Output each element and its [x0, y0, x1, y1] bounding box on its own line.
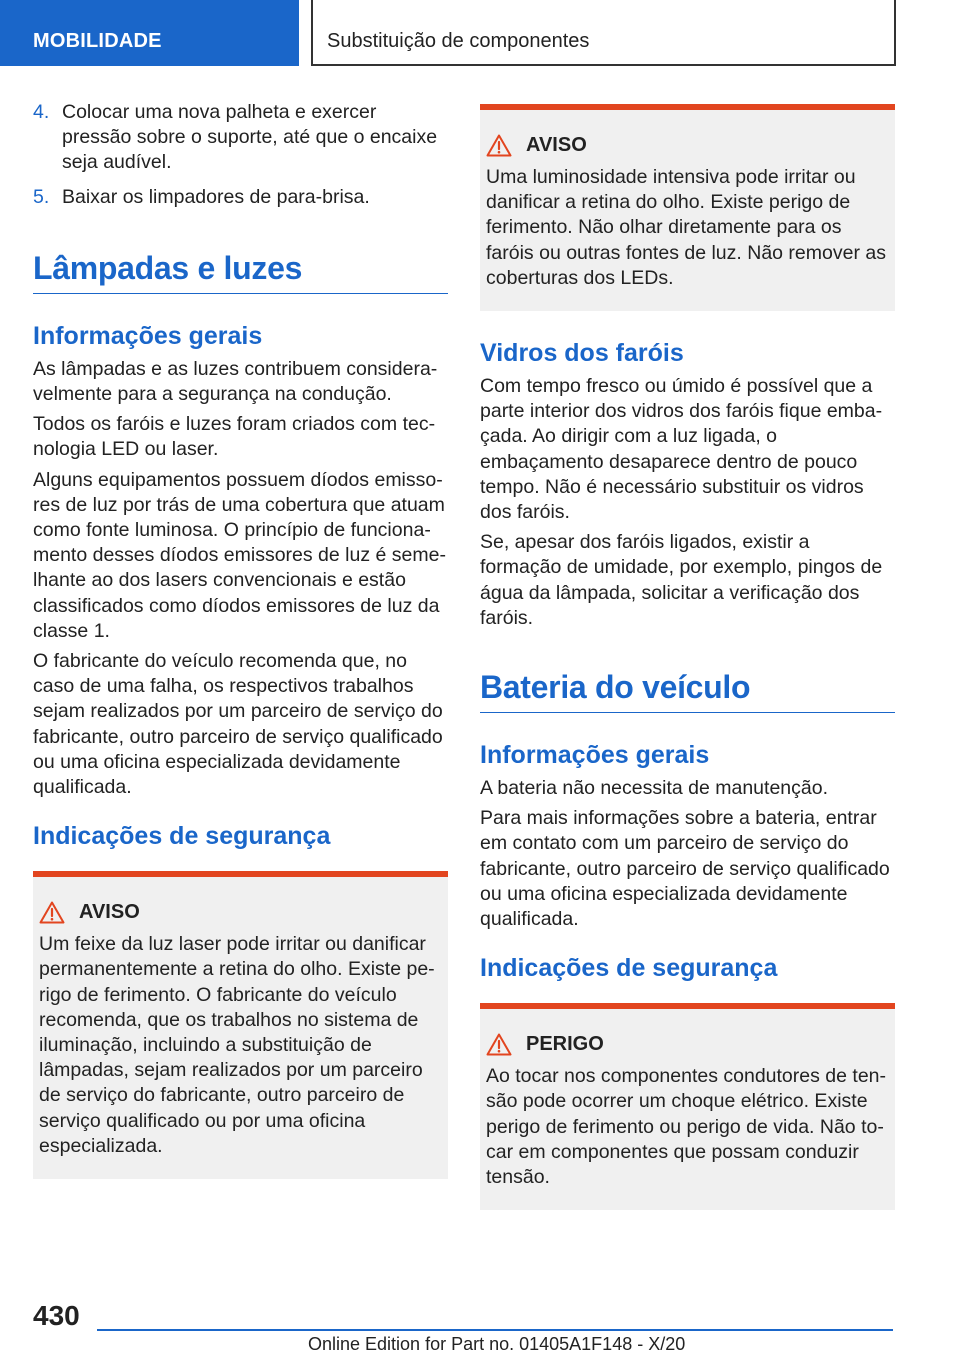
page-header [0, 0, 960, 66]
warning-triangle-icon [39, 901, 65, 924]
step-text: Colocar uma nova palheta e exercer pressão sobre o suporte, até que o encaixe seja audível. [62, 101, 438, 174]
page-number: 430 [33, 1300, 80, 1331]
warning-text: Uma luminosidade intensiva pode irritar ou danificar a retina do olho. Existe perigo de ferimento. Não olhar diretamente para os faróis ou outras fontes de luz. Não remover as coberturas dos LEDs. [486, 166, 886, 289]
footer-divider [97, 1329, 893, 1331]
step-list [33, 100, 448, 210]
paragraph: O fabricante do veículo recomenda que, no caso de uma falha, os respectivos trabalhos sejam realizados por um parceiro de serviço do fabricante, outro parceiro de serviço qualificado ou uma oficina especializada devidamente qualificada. [33, 650, 443, 799]
danger-box [480, 1003, 895, 1210]
paragraph: Se, apesar dos faróis ligados, existir a formação de umidade, por exemplo, pingos de água da lâmpada, solicitar a verificação dos faróis. [480, 531, 883, 629]
edition-note: Online Edition for Part no. 01405A1F148 - X/20 [308, 1334, 686, 1354]
paragraph: Com tempo fresco ou úmido é possível que a parte interior dos vidros dos faróis fique embaçada. Ao dirigir com a luz ligada, o embaçamento desaparece dentro de pouco tempo. Não é necessário substituir os vidros dos faróis. [480, 375, 883, 524]
warning-box [480, 104, 895, 311]
subheading-headlight-glass: Vidros dos faróis [480, 339, 684, 368]
paragraph: Todos os faróis e luzes foram criados com tecnologia LED ou laser. [33, 413, 436, 461]
chapter-label: Substituição de componentes [327, 30, 590, 52]
warning-triangle-icon [486, 134, 512, 157]
step-item [33, 185, 448, 210]
paragraph: Para mais informações sobre a bateria, entrar em contato com um parceiro de serviço do fabricante, outro parceiro de serviço qualificado ou uma oficina especializada devidamente qualificada. [480, 807, 890, 931]
left-column [33, 100, 448, 1179]
paragraph: Alguns equipamentos possuem díodos emissores de luz por trás de uma cobertura que atuam como fonte luminosa. O princípio de funcionamento desses díodos emissores de luz é semelhante ao dos lasers convencionais e estão classificados como díodos emissores de luz da classe 1. [33, 468, 446, 642]
step-number: 4. [33, 101, 50, 123]
section-label: MOBILIDADE [33, 30, 162, 52]
danger-label: PERIGO [526, 1033, 604, 1056]
paragraph: A bateria não necessita de manutenção. [480, 777, 828, 800]
warning-title [39, 901, 442, 924]
right-column [480, 100, 895, 1210]
step-text: Baixar os limpadores de para-brisa. [62, 185, 370, 208]
step-number: 5. [33, 185, 50, 208]
subheading-general-info: Informações gerais [33, 321, 263, 350]
warning-title [486, 134, 889, 157]
warning-label: AVISO [526, 134, 587, 156]
warning-box [33, 871, 448, 1179]
danger-title [486, 1033, 889, 1056]
chapter-tab [311, 0, 896, 66]
subheading-safety: Indicações de segurança [33, 822, 331, 851]
section-heading-lamps: Lâmpadas e luzes [33, 250, 448, 294]
section-heading-battery: Bateria do veículo [480, 669, 895, 713]
step-item [33, 100, 448, 176]
warning-label: AVISO [79, 901, 140, 924]
subheading-safety: Indicações de segurança [480, 954, 778, 983]
warning-triangle-icon [486, 1033, 512, 1056]
section-tab [0, 0, 299, 66]
danger-text: Ao tocar nos componentes condutores de tensão pode ocorrer um choque elétrico. Existe perigo de ferimento ou perigo de vida. Não tocar em componentes que possam conduzir tensão. [486, 1065, 887, 1189]
subheading-general-info: Informações gerais [480, 741, 710, 770]
paragraph: As lâmpadas e as luzes contribuem consideravelmente para a segurança na condução. [33, 357, 438, 406]
warning-text: Um feixe da luz laser pode irritar ou danificar permanentemente a retina do olho. Existe perigo de ferimento. O fabricante do veículo recomenda, que os trabalhos no sistema de iluminação, incluindo a substituição de lâmpadas, sejam realizados por um parceiro de serviço do fabricante, outro parceiro de serviço qualificado ou por uma oficina especializada. [39, 933, 435, 1157]
